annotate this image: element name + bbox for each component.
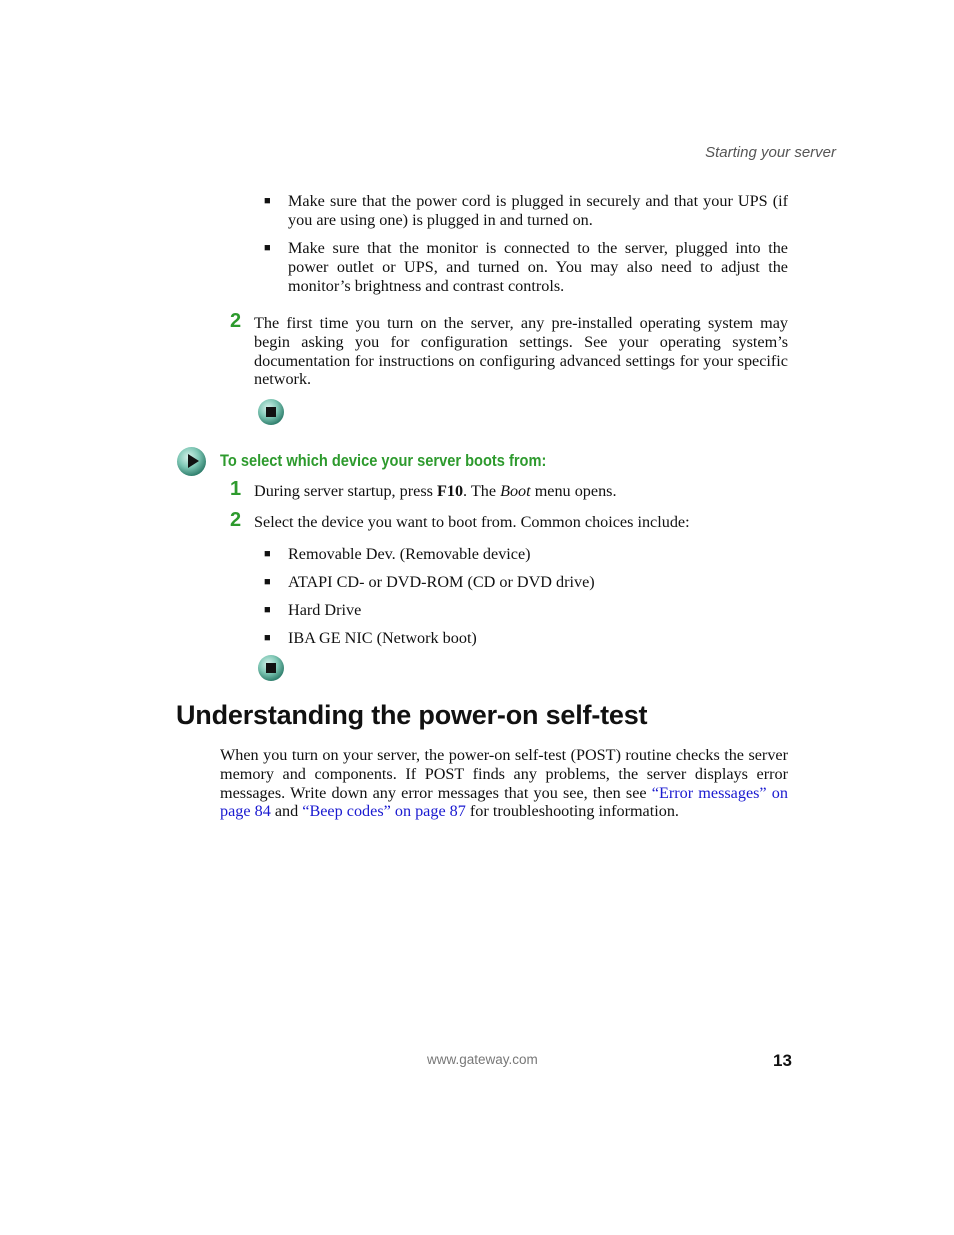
procedure-heading: To select which device your server boots from: [220, 451, 547, 470]
bullet-marker: ■ [264, 548, 271, 560]
step-text-config: The first time you turn on the server, any pre-installed operating system may begin asking you for configuration settings. See your operating system’s documentation for instructions on configuring advanced settings for your specific network. [254, 314, 788, 389]
choice-hard-drive: Hard Drive [288, 601, 362, 619]
step-text-part: . The [463, 482, 501, 500]
choice-network-boot: IBA GE NIC (Network boot) [288, 629, 477, 647]
section-heading: Understanding the power-on self-test [176, 700, 648, 730]
choice-atapi: ATAPI CD- or DVD-ROM (CD or DVD drive) [288, 573, 595, 591]
procedure-end-icon [258, 399, 284, 425]
step-number: 2 [230, 509, 242, 531]
step-number: 2 [230, 310, 242, 332]
procedure-end-icon [258, 655, 284, 681]
paragraph-text: When you turn on your server, the power-on self-test (POST) routine checks the server memory and components. If POST finds any problems, the server displays error messages. Write down any error messages that you see, then see [220, 746, 788, 802]
bullet-marker: ■ [264, 242, 271, 254]
paragraph-text: and [270, 802, 303, 821]
bullet-marker: ■ [264, 632, 271, 644]
error-messages-link[interactable]: “Error messages” on page 84 [220, 783, 788, 821]
key-f10: F10 [436, 482, 464, 500]
choice-removable: Removable Dev. (Removable device) [288, 545, 531, 563]
bullet-text-power-cord: Make sure that the power cord is plugged in securely and that your UPS (if you are using one) is plugged in and turned on. [288, 192, 788, 229]
page-number: 13 [773, 1051, 792, 1070]
bullet-marker: ■ [264, 195, 271, 207]
step-text-part: menu opens. [530, 482, 617, 500]
beep-codes-link[interactable]: “Beep codes” on page 87 [302, 802, 466, 821]
post-paragraph [220, 746, 788, 821]
bullet-text-monitor: Make sure that the monitor is connected to the server, plugged into the power outlet or UPS, and turned on. You may also need to adjust the monitor’s brightness and contrast controls. [288, 239, 788, 295]
paragraph-text: for troubleshooting information. [465, 802, 679, 821]
step-text-part: During server startup, press [254, 482, 437, 500]
step-text-select-device: Select the device you want to boot from. Common choices include: [254, 513, 690, 531]
bullet-marker: ■ [264, 576, 271, 588]
step-number: 1 [230, 478, 242, 500]
running-header: Starting your server [705, 144, 836, 161]
procedure-start-icon [177, 447, 206, 476]
step-text-f10 [254, 482, 794, 501]
footer-url: www.gateway.com [427, 1052, 538, 1067]
bullet-marker: ■ [264, 604, 271, 616]
boot-menu-name: Boot [500, 482, 531, 500]
